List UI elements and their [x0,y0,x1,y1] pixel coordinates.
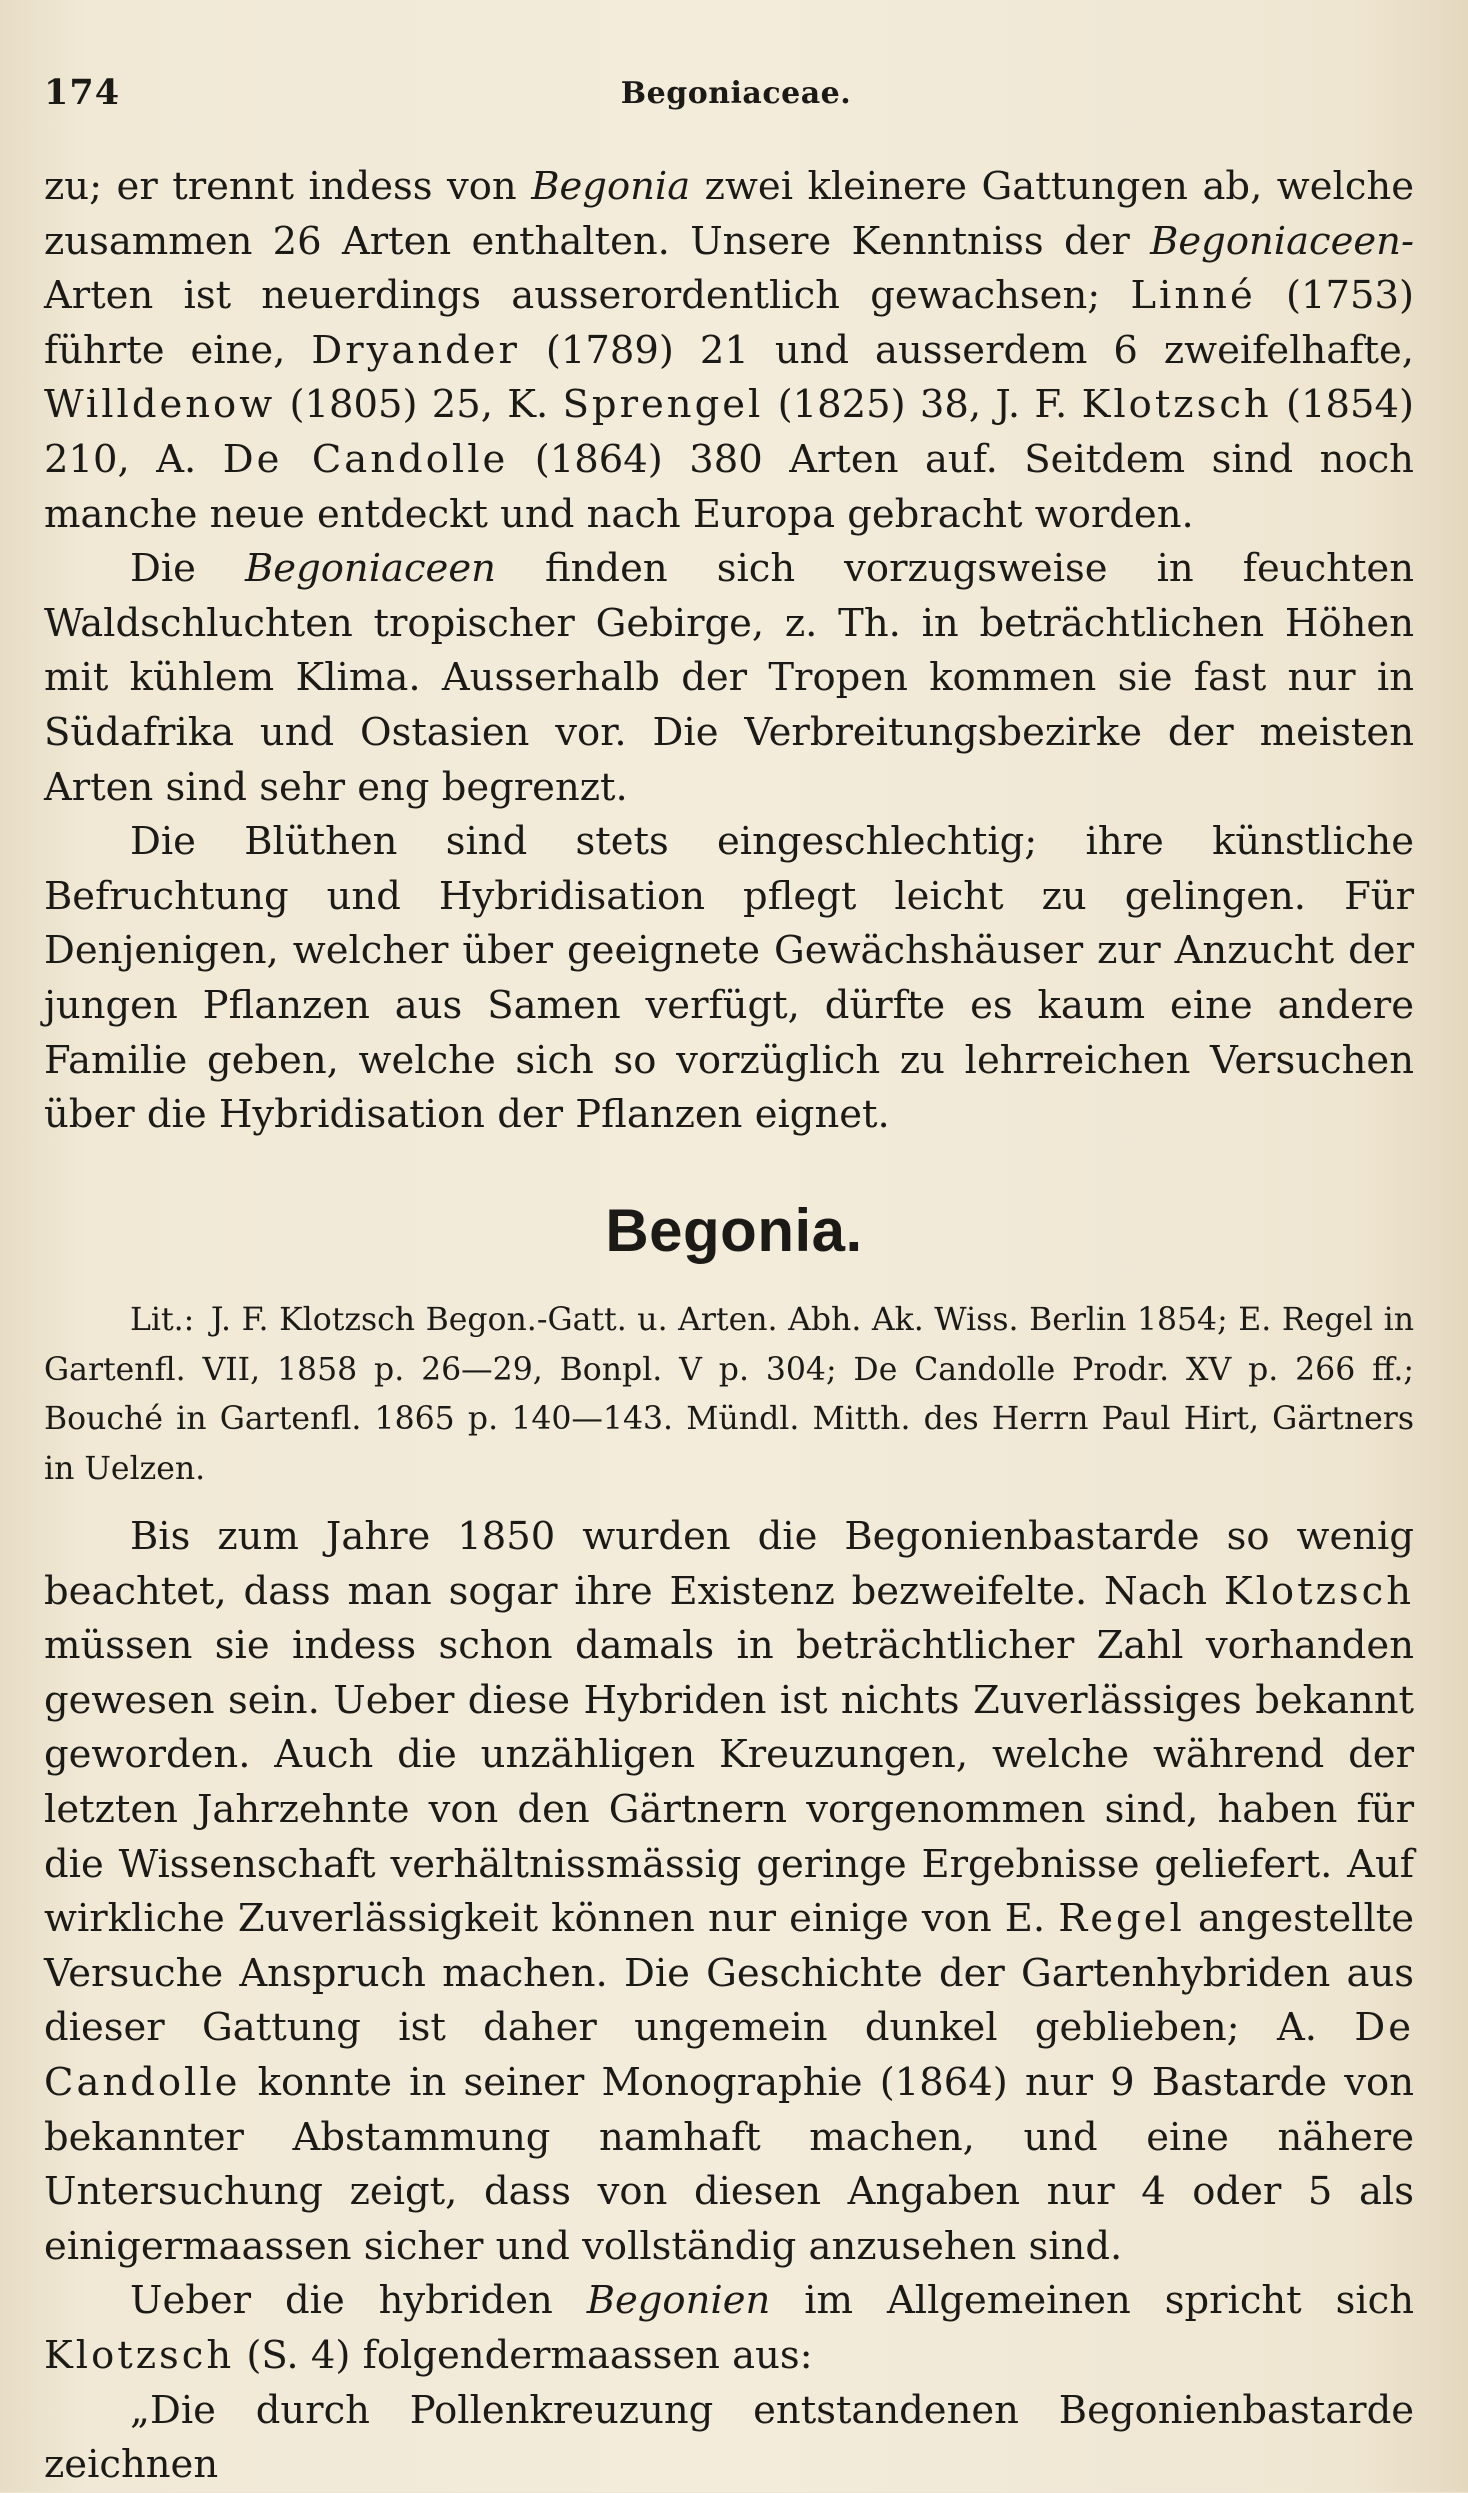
text-run: (1805) 25, K. [275,382,563,428]
paragraph [44,1510,1414,2274]
author-name: De Candolle [44,2005,1414,2105]
text-run: im Allgemeinen spricht sich [770,2278,1415,2324]
author-name: Klotzsch [44,2332,235,2378]
section-heading: Begonia. [605,1197,863,1264]
text-run: Bis zum Jahre 1850 wurden die Begonienbastarde so wenig beachtet, dass man sogar ihre Existenz bezweifelte. Nach [44,1514,1414,1614]
page-header [44,72,1428,122]
quotation-start: „Die durch Pollenkreuzung entstandenen Begonienbastarde zeichnen [44,2387,1414,2488]
text-run: müssen sie indess schon damals in beträchtlicher Zahl vorhanden gewesen sein. Ueber diese Hybriden ist nichts Zuverlässiges bekannt geworden. Auch die unzähligen Kreuzungen, welche während der letzten Jahrzehnte von den Gärtnern vorgenommen sind, haben für die Wissenschaft verhältnissmässig geringe Ergebnisse geliefert. Auf wirkliche Zuverlässigkeit können nur einige von E. [44,1623,1414,1942]
main-text-block [44,1510,1414,2493]
text-run: (1825) 38, J. F. [763,382,1082,428]
text-run: Arten ist neuerdings ausserordentlich gewachsen; [44,273,1131,319]
page-number: 174 [44,72,121,113]
genus-name: Begonien [586,2278,771,2324]
text-run: (1854) 210, A. [44,382,1415,482]
text-run: angestellte Versuche Anspruch machen. Die Geschichte der Gartenhybriden aus dieser Gattung ist daher ungemein dunkel geblieben; A. [44,1896,1415,2051]
text-run: zu; er trennt indess von [44,164,532,209]
text-run: (1753) führte eine, [44,273,1414,373]
paragraph [44,160,1414,542]
author-name: Klotzsch [1223,1568,1414,1614]
author-name: Dryander [311,327,520,373]
paragraph [44,2274,1414,2383]
genus-name: Begonia [531,164,691,209]
family-name: Begoniaceen- [1150,218,1414,264]
text-run: (S. 4) folgendermaassen aus: [234,2332,813,2378]
intro-text-block [44,160,1414,1143]
text-run: (1864) 380 Arten auf. Seitdem sind noch manche neue entdeckt und nach Europa gebracht worden. [44,436,1414,537]
author-name: Sprengel [562,382,764,428]
text-run: Die [130,546,246,592]
text-run: finden sich vorzugsweise in feuchten Waldschluchten tropischer Gebirge, z. Th. in beträchtlichen Höhen mit kühlem Klima. Ausserhalb der Tropen kommen sie fast nur in Südafrika und Ostasien vor. Die Verbreitungsbezirke der meisten Arten sind sehr eng begrenzt. [44,546,1415,810]
author-name: Klotzsch [1081,382,1272,428]
author-name: De Candolle [222,436,509,482]
author-name: Regel [1058,1896,1185,1942]
literature-references [44,1296,1414,1494]
literature-label: Lit.: [130,1302,195,1338]
literature-text: J. F. Klotzsch Begon.-Gatt. u. Arten. Abh. Ak. Wiss. Berlin 1854; E. Regel in Gartenfl. VII, 1858 p. 26—29, Bonpl. V p. 304; De Candolle Prodr. XV p. 266 ff.; Bouché in Gartenfl. 1865 p. 140—143. Mündl. Mitth. des Herrn Paul Hirt, Gärtners in Uelzen. [44,1302,1415,1487]
running-title: Begoniaceae. [620,76,852,111]
paragraph: Die Blüthen sind stets eingeschlechtig; ihre künstliche Befruchtung und Hybridisation pflegt leicht zu gelingen. Für Denjenigen, welcher über geeignete Gewächshäuser zur Anzucht der jungen Pflanzen aus Samen verfügt, dürfte es kaum eine andere Familie geben, welche sich so vorzüglich zu lehrreichen Versuchen über die Hybridisation der Pflanzen eignet. [44,819,1414,1138]
text-run: konnte in seiner Monographie (1864) nur 9 Bastarde von bekannter Abstammung namhaft machen, und eine nähere Untersuchung zeigt, dass von diesen Angaben nur 4 oder 5 als einigermaassen sicher und vollständig anzusehen sind. [44,2059,1414,2269]
text-run: Ueber die hybriden [130,2278,587,2324]
text-run: (1789) 21 und ausserdem 6 zweifelhafte, [519,327,1414,373]
author-name: Linné [1130,273,1256,319]
author-name: Willdenow [44,382,276,428]
text-run: zwei kleinere Gattungen ab, welche zusammen 26 Arten enthalten. Unsere Kenntniss der [44,164,1414,264]
family-name: Begoniaceen [245,546,496,592]
paragraph [44,542,1414,815]
